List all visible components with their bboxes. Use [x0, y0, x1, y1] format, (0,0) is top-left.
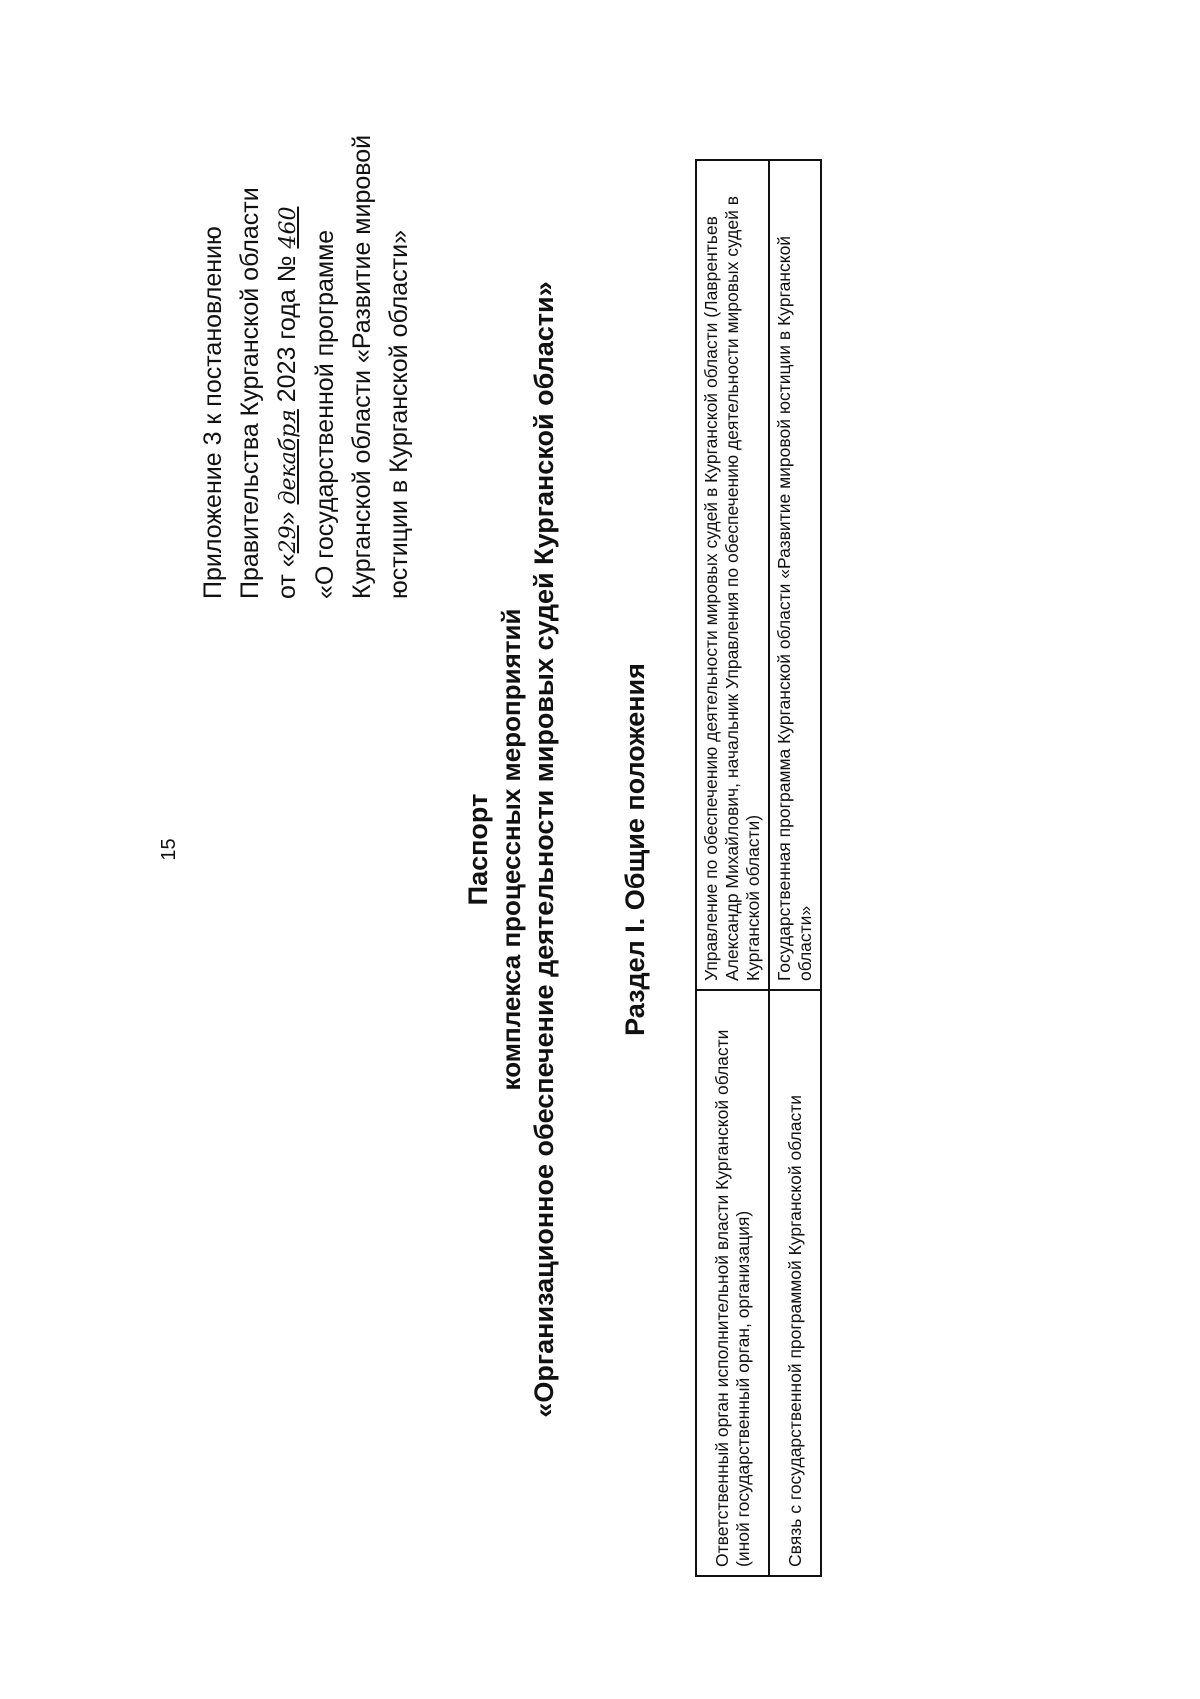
date-prefix: от «	[273, 553, 301, 599]
appendix-line: Правительства Курганской области	[236, 187, 264, 599]
handwritten-day: 29	[276, 525, 301, 554]
handwritten-number: 460	[276, 206, 301, 249]
appendix-block	[195, 0, 418, 599]
table-cell-label: Ответственный орган исполнительной власти Курганской области (иной государственный орган, организация)	[696, 990, 769, 1576]
title-line-passport: Паспорт	[463, 793, 493, 906]
general-provisions-table	[695, 159, 822, 1577]
appendix-line: Курганской области «Развитие мировой	[348, 134, 376, 599]
table-cell-label: Связь с государственной программой Курганской области	[769, 990, 821, 1576]
page-number: 15	[158, 838, 180, 861]
table-cell-value: Управление по обеспечению деятельности мировых судей в Курганской области (Лаврентьев Александр Михайлович, начальник Управления по обеспечению деятельности мировых судей в Курганской области)	[696, 160, 769, 990]
section-title: Раздел I. Общие положения	[620, 663, 650, 1036]
title-line-name: «Организационное обеспечение деятельности мировых судей Курганской области»	[529, 281, 559, 1418]
table-cell-value: Государственная программа Курганской области «Развитие мировой юстиции в Курганской области»	[769, 160, 821, 990]
table-row	[696, 160, 769, 1576]
handwritten-month: декабря	[276, 409, 301, 505]
title-line-complex: комплекса процессных мероприятий	[496, 608, 526, 1091]
appendix-line: юстиции в Курганской области»	[385, 230, 413, 599]
date-year: 2023 года №	[273, 248, 301, 410]
appendix-line: «О государственной программе	[311, 229, 339, 599]
appendix-line: Приложение 3 к постановлению	[199, 226, 227, 599]
document-title	[462, 0, 561, 1699]
date-mid: »	[273, 504, 301, 526]
table-row	[769, 160, 821, 1576]
appendix-date-line	[269, 0, 307, 599]
